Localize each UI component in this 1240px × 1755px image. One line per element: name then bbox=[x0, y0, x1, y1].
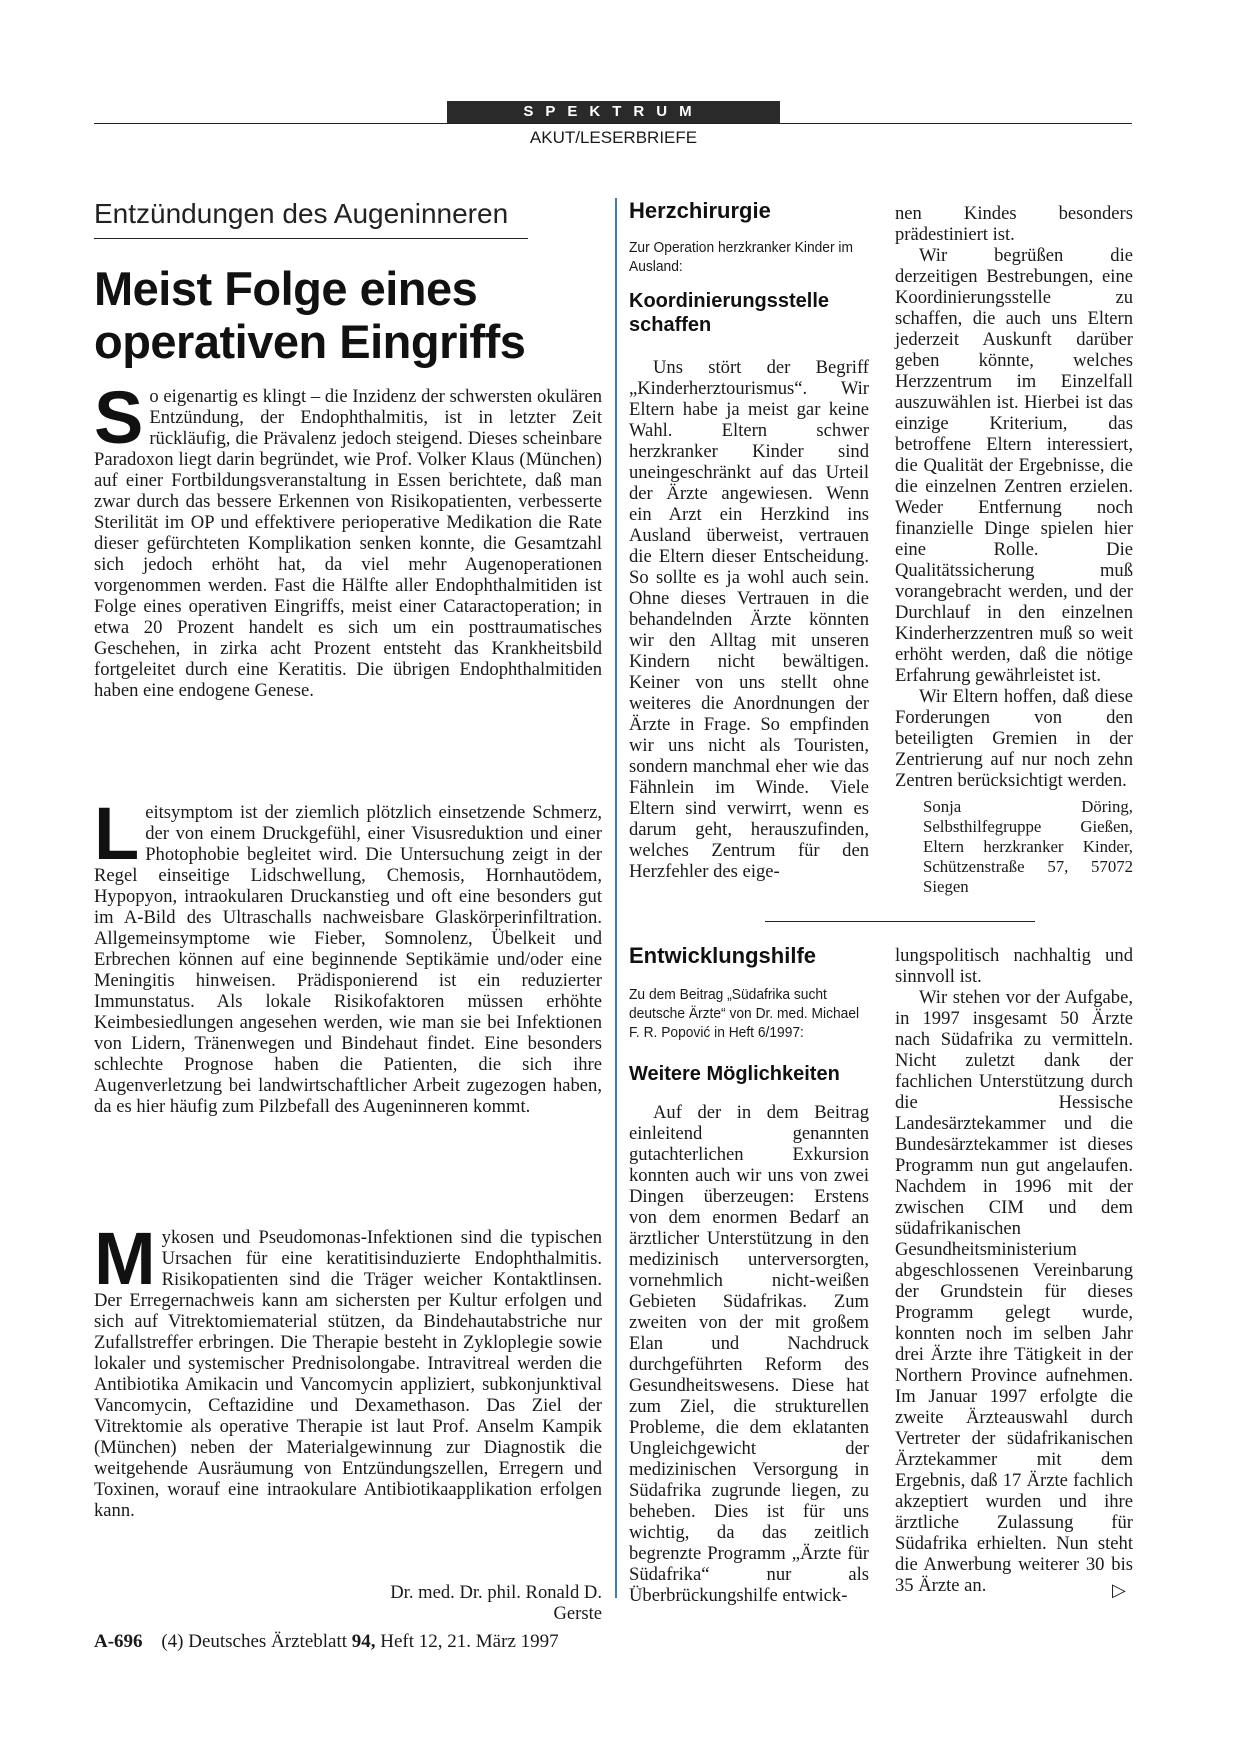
letter-paragraph: Wir Eltern hoffen, daß diese Forderungen von den beteiligten Gremien in der Zentrierung auf nur noch zehn Zentren berücksichtigt werden. bbox=[895, 686, 1133, 791]
letter-1-continued bbox=[895, 203, 1133, 897]
letter-topic: Herzchirurgie bbox=[629, 198, 771, 223]
letter-divider bbox=[765, 921, 1035, 922]
article-author: Dr. med. Dr. phil. Ronald D. Gerste bbox=[390, 1582, 602, 1624]
drop-cap: L bbox=[94, 792, 140, 875]
letter-subhead: Koordinierungsstelle schaffen bbox=[629, 290, 830, 336]
kicker-rule bbox=[94, 238, 528, 239]
headline-line-2: operativen Eingriffs bbox=[94, 315, 526, 368]
letter-1 bbox=[629, 198, 869, 882]
page-footer bbox=[94, 1631, 559, 1653]
letter-paragraph: Uns stört der Begriff „Kinderherztourismus“. Wir Eltern habe ja meist gar keine Wahl. Eltern schwer herzkranker Kinder sind uneingeschränkt auf das Urteil der Ärzte angewiesen. Wenn ein Arzt ein Herzkind ins Ausland überweist, vertrauen die Eltern dieser Entscheidung. So sollte es ja wohl auch sein. Ohne dieses Vertrauen in die behandelnden Ärzte könnten wir den Alltag mit unseren Kindern nicht bewältigen. Keiner von uns stellt ohne weiteres die Anordnungen der Ärzte in Frage. So empfinden wir uns nicht als Touristen, sondern manchmal eher wie das Fähnlein im Winde. Viele Eltern sind verwirrt, wenn es darum geht, herauszufinden, welches Zentrum für den Herzfehler des eige- bbox=[629, 357, 869, 882]
article-paragraph-2 bbox=[94, 792, 602, 1117]
drop-cap: M bbox=[94, 1217, 156, 1300]
letter-subhead: Weitere Möglichkeiten bbox=[629, 1063, 840, 1085]
letter-paragraph: nen Kindes besonders prädestiniert ist. bbox=[895, 203, 1133, 245]
letter-2-continued bbox=[895, 945, 1133, 1596]
paragraph-text: eitsymptom ist der ziemlich plötzlich einsetzende Schmerz, der von einem Druckgefühl, einer Visusreduktion und einer Photophobie begleitet wird. Die Untersuchung zeigt in der Regel einseitige Lidschwellung, Chemosis, Hornhautödem, Hypopyon, intraokularen Druckanstieg und oft eine besonders gut im A-Bild des Ultraschalls nachweisbare Glaskörperinfiltration. Allgemeinsymptome wie Fieber, Somnolenz, Übelkeit und Erbrechen können auf eine beginnende Septikämie und/oder eine Meningitis hinweisen. Prädisponierend ist ein reduzierter Immunstatus. Als lokale Risikofaktoren müssen erhöhte Keimbesiedlungen angesehen werden, wie man sie bei Infektionen von Lidern, Tränenwegen und Bindehaut findet. Eine besonders schlechte Prognose haben die Patienten, die sich ihre Augenverletzung bei landwirtschaftlicher Arbeit zugezogen haben, da es hier häufig zum Pilzbefall des Augeninneren kommt. bbox=[94, 802, 602, 1117]
letter-reference: Zur Operation herzkranker Kinder im Ausland: bbox=[629, 239, 853, 275]
article-paragraph-3 bbox=[94, 1217, 602, 1521]
headline-line-1: Meist Folge eines bbox=[94, 262, 478, 315]
paragraph-text: ykosen und Pseudomonas-Infektionen sind die typischen Ursachen für eine keratitisinduzierte Endophthalmitis. Risikopatienten sind die Träger weicher Kontaktlinsen. Der Erregernachweis kann am sichersten per Kultur erfolgen und sich auf Vitrektomiematerial stützen, da Bindehautabstriche nur Zufallstreffer erbringen. Die Therapie besteht in Zykloplegie sowie lokaler und systemischer Prednisolongabe. Intravitreal werden die Antibiotika Amikacin und Vancomycin appliziert, subkonjunktival Vancomycin, Ceftazidine und Dexamethason. Das Ziel der Vitrektomie als operative Therapie ist laut Prof. Anselm Kampik (München) neben der Materialgewinnung zur Diagnostik die weitgehende Ausräumung von Entzündungszellen, Erregern und Toxinen, worauf eine intraokulare Antibiotikaapplikation erfolgen kann. bbox=[94, 1227, 602, 1521]
letter-paragraph: Auf der in dem Beitrag einleitend genannten gutachterlichen Exkursion konnten auch wir uns von zwei Dingen überzeugen: Erstens von dem enormen Bedarf an ärztlicher Unterstützung in den medizinisch unterversorgten, vornehmlich nicht-weißen Gebieten Südafrikas. Zum zweiten von der mit großem Elan und Nachdruck durchgeführten Reform des Gesundheitswesens. Diese hat zum Ziel, die strukturellen Probleme, die dem eklatanten Ungleichgewicht der medizinischen Versorgung in Südafrika zugrunde liegen, zu beheben. Dies ist für uns wichtig, da das zeitlich begrenzte Programm „Ärzte für Südafrika“ nur als Überbrückungshilfe entwick- bbox=[629, 1102, 869, 1606]
article-headline bbox=[94, 262, 614, 368]
section-label: SPEKTRUM bbox=[447, 101, 780, 123]
letter-paragraph: lungspolitisch nachhaltig und sinnvoll ist. bbox=[895, 945, 1133, 987]
drop-cap: S bbox=[94, 376, 144, 459]
subsection-label: AKUT/LESERBRIEFE bbox=[529, 128, 698, 147]
letter-topic: Entwicklungshilfe bbox=[629, 943, 817, 968]
column-rule bbox=[615, 198, 617, 1598]
article-kicker: Entzündungen des Augeninneren bbox=[94, 198, 509, 229]
journal-volume: 94, bbox=[351, 1631, 376, 1652]
journal-name: (4) Deutsches Ärzteblatt bbox=[161, 1631, 348, 1652]
paragraph-text: o eigenartig es klingt – die Inzidenz der schwersten okulären Entzündung, der Endophthalmitis, ist in letzter Zeit rückläufig, die Prävalenz jedoch steigend. Dieses scheinbare Paradoxon liegt darin begründet, wie Prof. Volker Klaus (München) auf einer Fortbildungsveranstaltung in Essen berichtete, daß man zwar durch das bessere Erkennen von Risikopatienten, verbesserte Sterilität im OP und effektivere perioperative Medikation die Rate dieser gefürchteten Komplikation senken konnte, die Gesamtzahl sich jedoch erhöht hat, da viel mehr Augenoperationen vorgenommen werden. Fast die Hälfte aller Endophthalmitiden ist Folge eines operativen Eingriffs, meist einer Cataractoperation; in etwa 20 Prozent handelt es sich um ein posttraumatisches Geschehen, in zirka acht Prozent entsteht das Krankheitsbild fortgeleitet durch eine Keratitis. Die übrigen Endophthalmitiden haben eine endogene Genese. bbox=[94, 386, 602, 701]
page-number: A-696 bbox=[94, 1631, 143, 1652]
letter-paragraph: Wir stehen vor der Aufgabe, in 1997 insgesamt 50 Ärzte nach Südafrika zu vermitteln. Nicht zuletzt dank der fachlichen Unterstützung durch die Hessische Landesärztekammer und die Bundesärztekammer ist dieses Programm nun gut angelaufen. Nachdem in 1996 mit der zwischen CIM und dem südafrikanischen Gesundheitsministerium abgeschlossenen Vereinbarung der Grundstein für dieses Programm gelegt wurde, konnten noch im selben Jahr drei Ärzte ihre Tätigkeit in der Northern Province aufnehmen. Im Januar 1997 erfolgte die zweite Ärzteauswahl durch Vertreter der südafrikanischen Ärztekammer mit dem Ergebnis, daß 17 Ärzte fachlich akzeptiert wurden und ihre ärztliche Zulassung für Südafrika erhielten. Nun steht die Anwerbung weiterer 30 bis 35 Ärzte an. bbox=[895, 987, 1133, 1596]
issue-info: Heft 12, 21. März 1997 bbox=[380, 1631, 559, 1652]
article-paragraph-1 bbox=[94, 376, 602, 701]
continue-arrow-icon: ▷ bbox=[1112, 1580, 1126, 1600]
letter-signature: Sonja Döring, Selbsthilfegruppe Gießen, Eltern herzkranker Kinder, Schützenstraße 57, 57072 Siegen bbox=[923, 797, 1133, 896]
header-rule bbox=[94, 123, 1132, 124]
letter-2 bbox=[629, 943, 869, 1606]
letter-paragraph: Wir begrüßen die derzeitigen Bestrebungen, eine Koordinierungsstelle zu schaffen, die auch uns Eltern jederzeit Auskunft darüber geben könnte, welches Herzzentrum im Einzelfall auszuwählen ist. Hierbei ist das einzige Kriterium, das betroffene Eltern interessiert, die Qualität der Ergebnisse, die die einzelnen Zentren erzielen. Weder Entfernung noch finanzielle Dinge spielen hier eine Rolle. Die Qualitätssicherung muß vorangebracht werden, und der Durchlauf in den einzelnen Kinderherzzentren muß so weit erhöht werden, daß die nötige Erfahrung gewährleistet ist. bbox=[895, 245, 1133, 686]
letter-reference: Zu dem Beitrag „Südafrika sucht deutsche Ärzte“ von Dr. med. Michael F. R. Popović in Heft 6/1997: bbox=[629, 986, 860, 1041]
